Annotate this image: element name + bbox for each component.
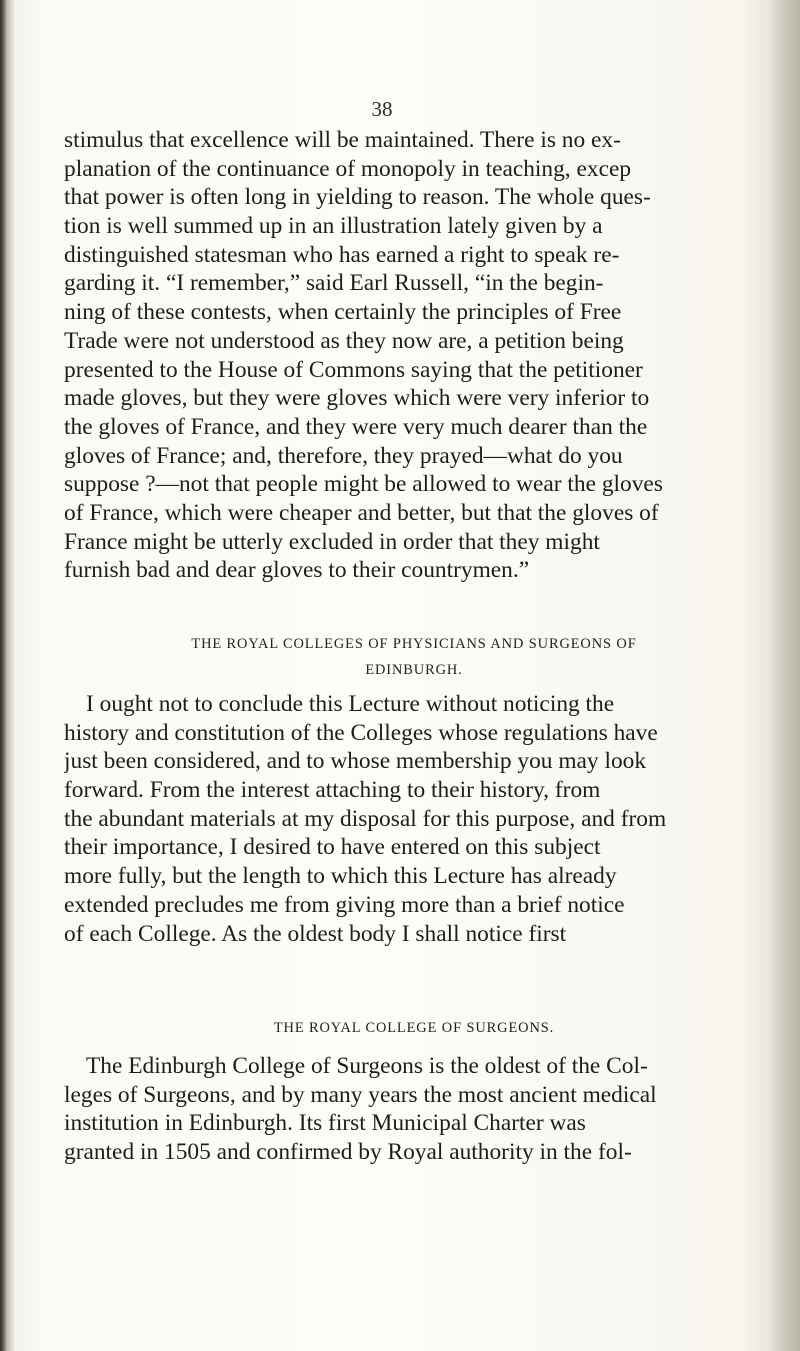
paragraph-line: Trade were not understood as they now are, a petition being bbox=[64, 327, 624, 354]
paragraph-line: the gloves of France, and they were very much dearer than the bbox=[64, 413, 648, 440]
book-binding-edge bbox=[0, 0, 14, 1351]
paragraph-line: granted in 1505 and confirmed by Royal authority in the fol- bbox=[64, 1139, 632, 1166]
paragraph-line: distinguished statesman who has earned a right to speak re- bbox=[64, 241, 620, 268]
paragraph-line: planation of the continuance of monopoly in teaching, excep bbox=[64, 155, 632, 182]
paragraph-line: I ought not to conclude this Lecture without noticing the bbox=[86, 691, 615, 717]
paragraph-colleges-history bbox=[64, 690, 770, 948]
paragraph-line: that power is often long in yielding to reason. The whole ques- bbox=[64, 184, 651, 211]
heading-line: THE ROYAL COLLEGES OF PHYSICIANS AND SURGEONS OF bbox=[191, 636, 637, 652]
section-heading-college-of-surgeons bbox=[64, 1015, 764, 1041]
paragraph-line: just been considered, and to whose membership you may look bbox=[64, 748, 647, 775]
paragraph-line: history and constitution of the Colleges whose regulations have bbox=[64, 719, 658, 746]
paragraph-line: institution in Edinburgh. Its first Municipal Charter was bbox=[64, 1110, 586, 1137]
paragraph-line: furnish bad and dear gloves to their countrymen.” bbox=[64, 557, 530, 584]
heading-line: THE ROYAL COLLEGE OF SURGEONS. bbox=[273, 1020, 555, 1036]
paragraph-line: forward. From the interest attaching to their history, from bbox=[64, 777, 601, 804]
paragraph-line: garding it. “I remember,” said Earl Russell, “in the begin- bbox=[64, 270, 604, 297]
adjacent-page-edge bbox=[766, 0, 800, 1351]
paragraph-line: presented to the House of Commons saying that the petitioner bbox=[64, 356, 643, 383]
paragraph-college-of-surgeons bbox=[64, 1052, 770, 1167]
paragraph-line: stimulus that excellence will be maintained. There is no ex- bbox=[64, 127, 621, 153]
paragraph-line: leges of Surgeons, and by many years the most ancient medical bbox=[64, 1081, 657, 1108]
paragraph-line: their importance, I desired to have entered on this subject bbox=[64, 834, 601, 861]
paragraph-monopoly-and-free-trade bbox=[64, 126, 770, 585]
paragraph-line: of each College. As the oldest body I shall notice first bbox=[64, 920, 567, 947]
section-heading-royal-colleges bbox=[64, 631, 764, 683]
paragraph-line: made gloves, but they were gloves which were very inferior to bbox=[64, 385, 650, 412]
paragraph-line: gloves of France; and, therefore, they prayed—what do you bbox=[64, 442, 623, 469]
paragraph-line: The Edinburgh College of Surgeons is the oldest of the Col- bbox=[86, 1053, 648, 1079]
page-number: 38 bbox=[371, 97, 393, 121]
paragraph-line: France might be utterly excluded in order that they might bbox=[64, 528, 600, 555]
paragraph-line: extended precludes me from giving more than a brief notice bbox=[64, 891, 625, 918]
paragraph-line: suppose ?—not that people might be allowed to wear the gloves bbox=[64, 471, 663, 498]
paragraph-line: the abundant materials at my disposal for this purpose, and from bbox=[64, 805, 667, 832]
paragraph-line: more fully, but the length to which this Lecture has already bbox=[64, 863, 617, 890]
heading-line: EDINBURGH. bbox=[365, 662, 463, 678]
paragraph-line: of France, which were cheaper and better, but that the gloves of bbox=[64, 499, 659, 526]
paragraph-line: tion is well summed up in an illustration lately given by a bbox=[64, 213, 603, 240]
paragraph-line: ning of these contests, when certainly the principles of Free bbox=[64, 299, 622, 326]
